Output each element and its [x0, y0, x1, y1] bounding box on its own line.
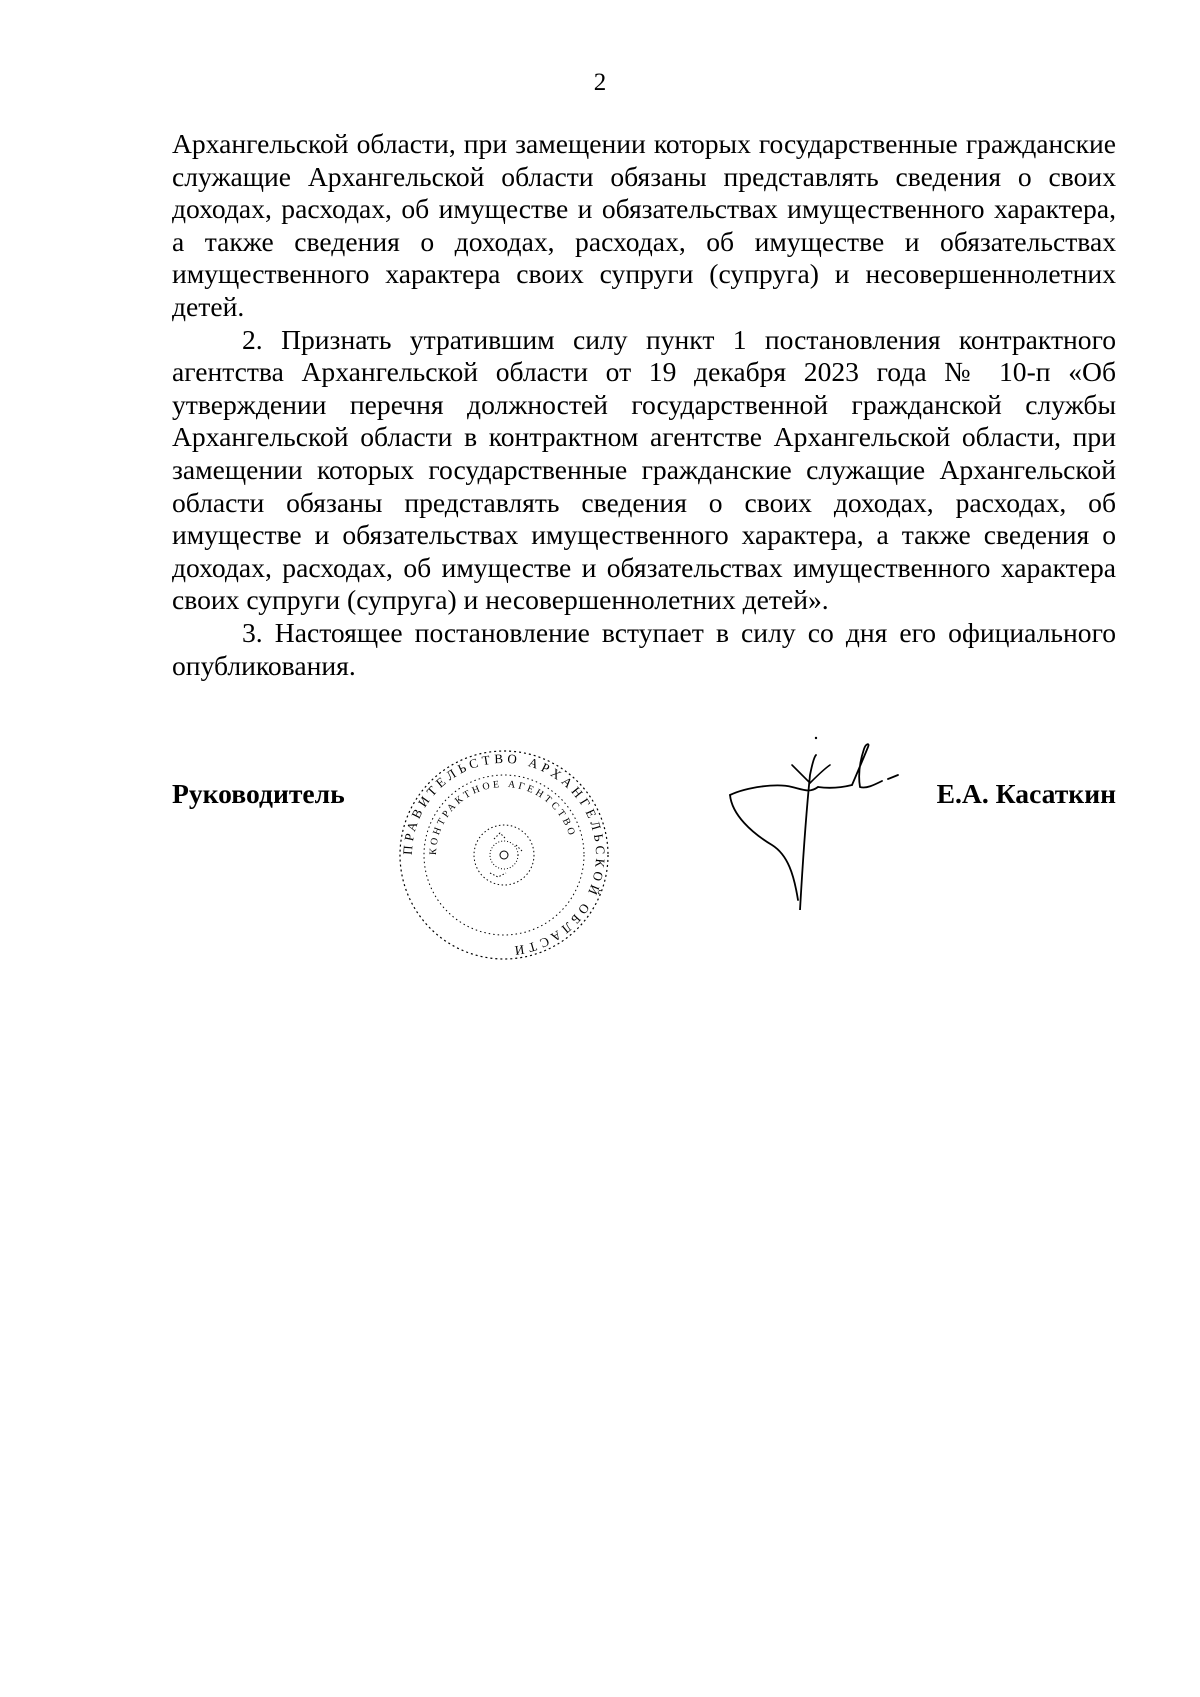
position-title: Руководитель: [172, 778, 345, 809]
signer-name: Е.А. Касаткин: [936, 778, 1116, 809]
page-number: 2: [593, 69, 607, 96]
official-seal: [394, 735, 614, 975]
signature-block: [172, 735, 1116, 975]
paragraph-3: 3. Настоящее постановление вступает в силу со дня его официального опубликования.: [172, 616, 1116, 681]
handwritten-signature: [692, 735, 902, 910]
seal-inner-text: КОНТРАКТНОЕ АГЕНТСТВО: [427, 778, 578, 856]
seal-outer-text: ПРАВИТЕЛЬСТВО АРХАНГЕЛЬСКОЙ ОБЛАСТИ: [399, 750, 609, 959]
paragraph-2: 2. Признать утратившим силу пункт 1 постановления контрактного агентства Архангельской области от 19 декабря 2023 года № 10-п «Об утверждении перечня должностей государственной гражданской службы Архангельской области в контрактном агентстве Архангельской области, при замещении которых государственные гражданские служащие Архангельской области обязаны представлять сведения о своих доходах, расходах, об имуществе и обязательствах имущественного характера, а также сведения о доходах, расходах, об имуществе и обязательствах имущественного характера своих супруги (супруга) и несовершеннолетних детей».: [172, 323, 1116, 616]
paragraph-continuation: Архангельской области, при замещении которых государственные гражданские служащие Архангельской области обязаны представлять сведения о своих доходах, расходах, об имуществе и обязательствах имущественного характера, а также сведения о доходах, расходах, об имуществе и обязательствах имущественного характера своих супруги (супруга) и несовершеннолетних детей.: [172, 128, 1116, 322]
svg-text:КОНТРАКТНОЕ АГЕНТСТВО: [428, 779, 578, 855]
document-body: [172, 128, 1116, 682]
